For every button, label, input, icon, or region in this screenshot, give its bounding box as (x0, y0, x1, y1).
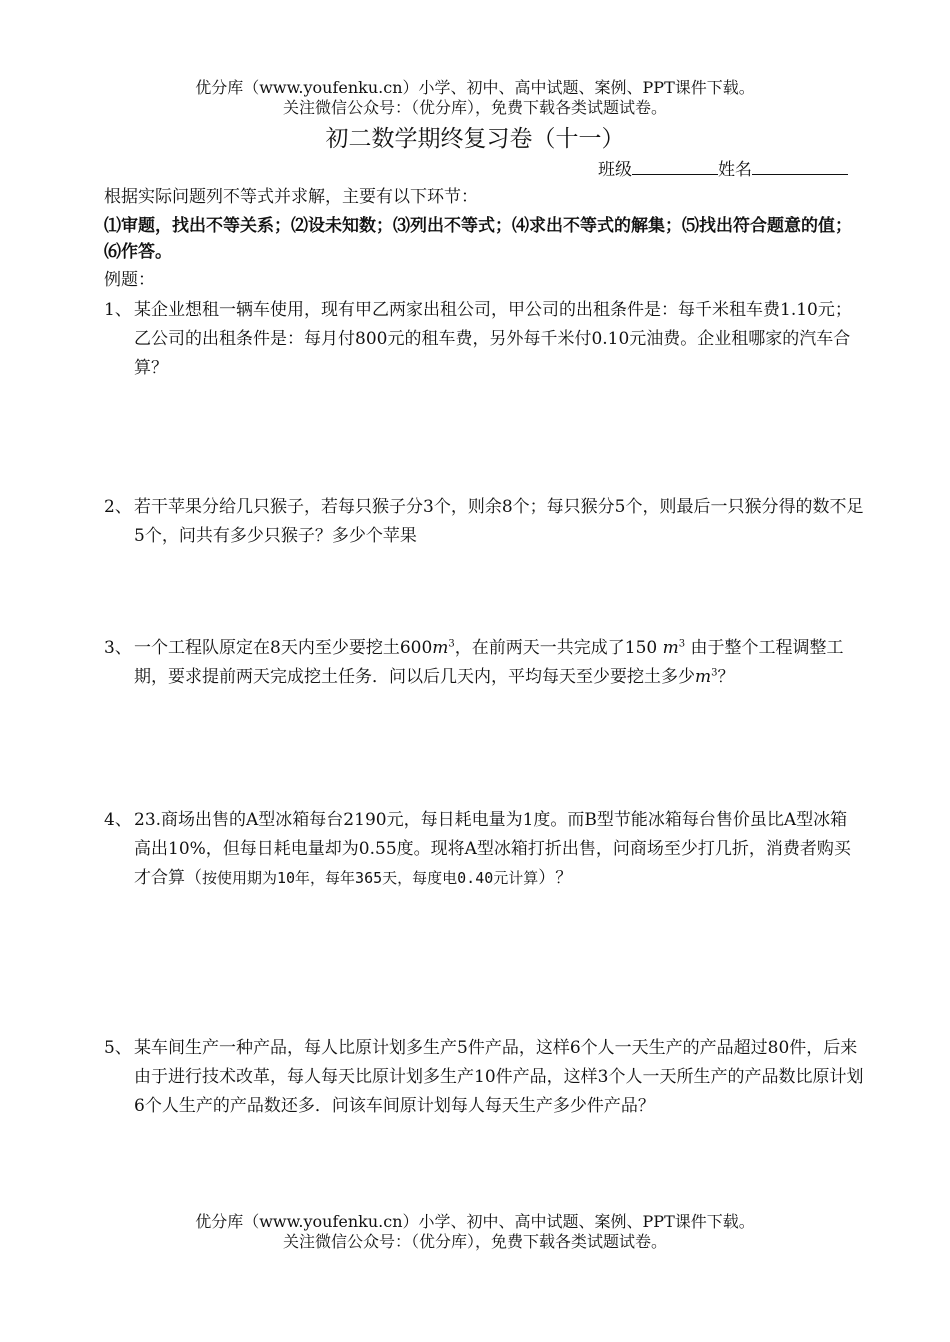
problem-text: 某企业想租一辆车使用，现有甲乙两家出租公司，甲公司的出租条件是：每千米租车费1.10元；乙公司的出租条件是：每月付800元的租车费，另外每千米付0.10元油费。企业租哪家的汽车合算？ (134, 300, 852, 378)
unit-cubic-meter (663, 638, 686, 658)
unit-symbol: m (695, 667, 712, 687)
problem-2 (104, 493, 864, 551)
example-label: 例题： (104, 270, 155, 290)
problem-number: 5、 (104, 1038, 132, 1058)
unit-symbol: m (662, 638, 679, 658)
name-blank (752, 158, 848, 175)
unit-cubic-meter (695, 667, 718, 687)
problem-text-part: ？ (717, 667, 735, 687)
problem-number: 3、 (104, 638, 132, 658)
problem-4 (104, 806, 864, 893)
problem-number: 1、 (104, 300, 132, 320)
problem-text-part: 按使用期为10年，每年365天，每度电0.40元计算 (202, 869, 539, 887)
unit-exponent: 3 (448, 638, 455, 650)
problem-text: 某车间生产一种产品，每人比原计划多生产5件产品，这样6个人一天生产的产品超过80件，后来由于进行技术改革，每人每天比原计划多生产10件产品，这样3个人一天所生产的产品数比原计划6个人生产的产品数还多．问该车间原计划每人每天生产多少件产品？ (134, 1038, 864, 1116)
problem-text (104, 806, 864, 893)
page-title: 初二数学期终复习卷（十一） (325, 126, 625, 152)
problem-text: 若干苹果分给几只猴子，若每只猴子分3个，则余8个；每只猴分5个，则最后一只猴分得的数不足5个，问共有多少只猴子？多少个苹果 (134, 497, 864, 546)
unit-exponent: 3 (678, 638, 686, 650)
footer-line-2: 关注微信公众号：（优分库），免费下载各类试题试卷。 (282, 1232, 667, 1251)
name-label: 姓名 (718, 160, 752, 180)
problem-1 (104, 296, 864, 383)
problem-text-part: ）？ (538, 868, 573, 888)
problem-text (104, 634, 864, 692)
unit-cubic-meter (432, 638, 455, 658)
problem-number: 2、 (104, 497, 132, 517)
problem-text-part: 23.商场出售的A型冰箱每台2190元，每日耗电量为1度。而B型节能冰箱每台售价虽比A型冰箱高出10%，但每日耗电量却为0.55度。现将A型冰箱打折出售，问商场至少打几折，消费者购买才合算（ (134, 810, 851, 888)
problem-text-part: ，在前两天一共完成了150 (454, 638, 663, 658)
problem-text-part: 一个工程队原定在8天内至少要挖土600 (134, 638, 433, 658)
header-line-1: 优分库（www.youfenku.cn）小学、初中、高中试题、案例、PPT课件下载。 (195, 78, 755, 97)
intro-text: 根据实际问题列不等式并求解，主要有以下环节： (104, 187, 478, 207)
class-name-line (598, 158, 848, 182)
problem-number: 4、 (104, 810, 132, 830)
header-line-2: 关注微信公众号：（优分库），免费下载各类试题试卷。 (282, 98, 667, 117)
unit-exponent: 3 (711, 667, 718, 679)
problem-3 (104, 634, 864, 692)
unit-symbol: m (432, 638, 449, 658)
class-blank (632, 158, 718, 175)
class-label: 班级 (598, 160, 632, 180)
problem-text-part: 由于整个工程调整工期，要求提前两天完成挖土任务．问以后几天内，平均每天至少要挖土多少 (134, 638, 844, 687)
problem-5 (104, 1034, 864, 1121)
footer-line-1: 优分库（www.youfenku.cn）小学、初中、高中试题、案例、PPT课件下载。 (195, 1212, 755, 1231)
steps-text: ⑴审题，找出不等关系；⑵设未知数；⑶列出不等式；⑷求出不等式的解集；⑸找出符合题意的值；⑹作答。 (104, 216, 852, 262)
